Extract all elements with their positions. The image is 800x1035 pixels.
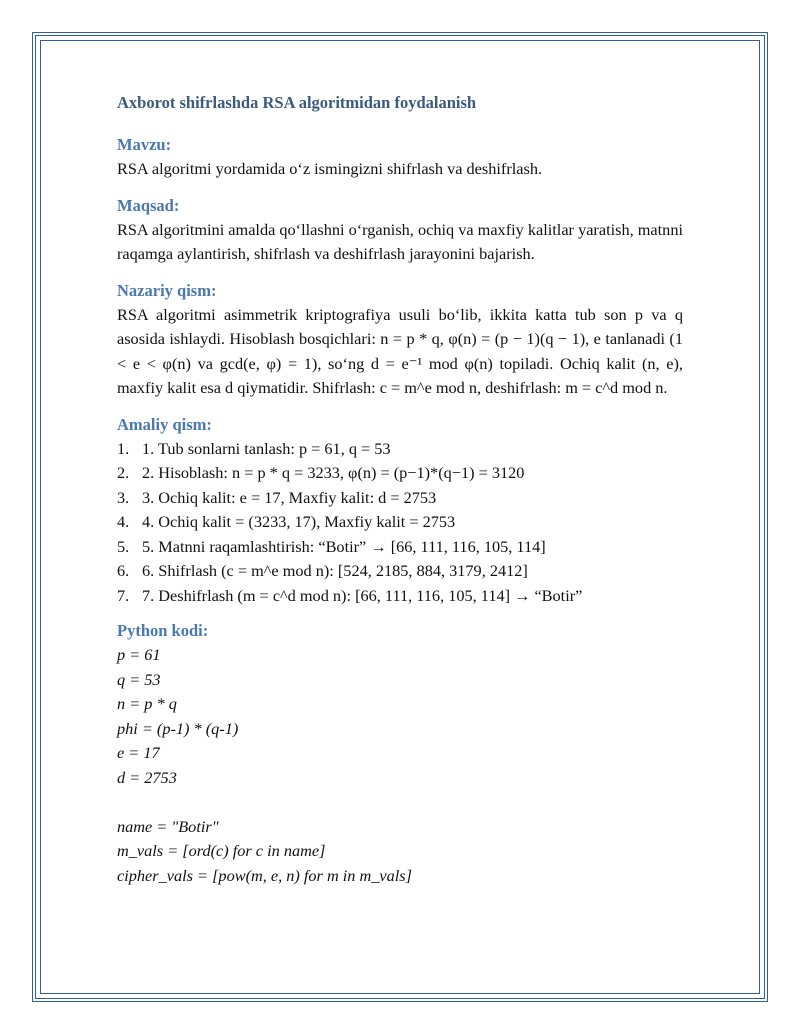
document-content — [117, 91, 683, 888]
list-item — [117, 510, 683, 535]
list-item — [117, 535, 683, 560]
code-line: phi = (p-1) * (q-1) — [117, 718, 239, 738]
step-text: 3. Ochiq kalit: e = 17, Maxfiy kalit: d = 2753 — [142, 487, 437, 507]
section-heading-maqsad: Maqsad: — [117, 195, 180, 215]
step-number: 6. — [117, 561, 130, 580]
code-block — [117, 643, 683, 888]
list-item — [117, 559, 683, 584]
step-text: 5. Matnni raqamlashtirish: “Botir” → [66, 111, 116, 105, 114] — [142, 536, 546, 556]
document-title: Axborot shifrlashda RSA algoritmidan foydalanish — [117, 93, 477, 112]
section-text-maqsad: RSA algoritmini amalda qo‘llashni o‘rganish, ochiq va maxfiy kalitlar yaratish, matnni raqamga aylantirish, shifrlash va deshifrlash jarayonini bajarish. — [117, 219, 683, 263]
section-heading-nazariy: Nazariy qism: — [117, 280, 217, 300]
steps-list — [117, 437, 683, 609]
step-number: 4. — [117, 512, 130, 531]
step-text: 7. Deshifrlash (m = c^d mod n): [66, 111, 116, 105, 114] → “Botir” — [142, 585, 583, 605]
step-text: 2. Hisoblash: n = p * q = 3233, φ(n) = (p−1)*(q−1) = 3120 — [142, 463, 525, 482]
list-item — [117, 437, 683, 462]
step-text: 1. Tub sonlarni tanlash: p = 61, q = 53 — [142, 438, 391, 458]
code-line: q = 53 — [117, 669, 161, 689]
step-number: 3. — [117, 487, 130, 507]
code-line — [117, 790, 683, 815]
code-line: name = "Botir" — [117, 816, 219, 836]
step-number: 5. — [117, 536, 130, 556]
step-text: 4. Ochiq kalit = (3233, 17), Maxfiy kalit = 2753 — [142, 512, 456, 531]
step-number: 2. — [117, 463, 130, 482]
code-line: m_vals = [ord(c) for c in name] — [117, 841, 326, 860]
section-heading-python: Python kodi: — [117, 621, 209, 640]
code-line: n = p * q — [117, 694, 177, 713]
section-heading-mavzu: Mavzu: — [117, 135, 172, 154]
code-line: p = 61 — [117, 645, 161, 664]
section-text-mavzu: RSA algoritmi yordamida o‘z ismingizni shifrlash va deshifrlash. — [117, 159, 543, 178]
code-line: d = 2753 — [117, 767, 177, 787]
section-text-nazariy: RSA algoritmi asimmetrik kriptografiya usuli bo‘lib, ikkita katta tub son p va q asosida ishlaydi. Hisoblash bosqichlari: n = p * q, φ(n) = (p − 1)(q − 1), e tanlanadi (1 < e < φ(n) va gcd(e, φ) = 1), so‘ng d = e⁻¹ mod φ(n) topiladi. Ochiq kalit (n, e), maxfiy kalit esa d qiymatidir. Shifrlash: c = m^e mod n, deshifrlash: m = c^d mod n. — [117, 304, 683, 397]
section-heading-amaliy: Amaliy qism: — [117, 414, 212, 434]
list-item — [117, 461, 683, 486]
code-line: e = 17 — [117, 743, 160, 762]
step-number: 1. — [117, 438, 130, 458]
list-item — [117, 486, 683, 511]
list-item — [117, 584, 683, 609]
code-line: cipher_vals = [pow(m, e, n) for m in m_vals] — [117, 865, 412, 885]
step-text: 6. Shifrlash (c = m^e mod n): [524, 2185, 884, 3179, 2412] — [142, 561, 528, 580]
step-number: 7. — [117, 585, 130, 605]
